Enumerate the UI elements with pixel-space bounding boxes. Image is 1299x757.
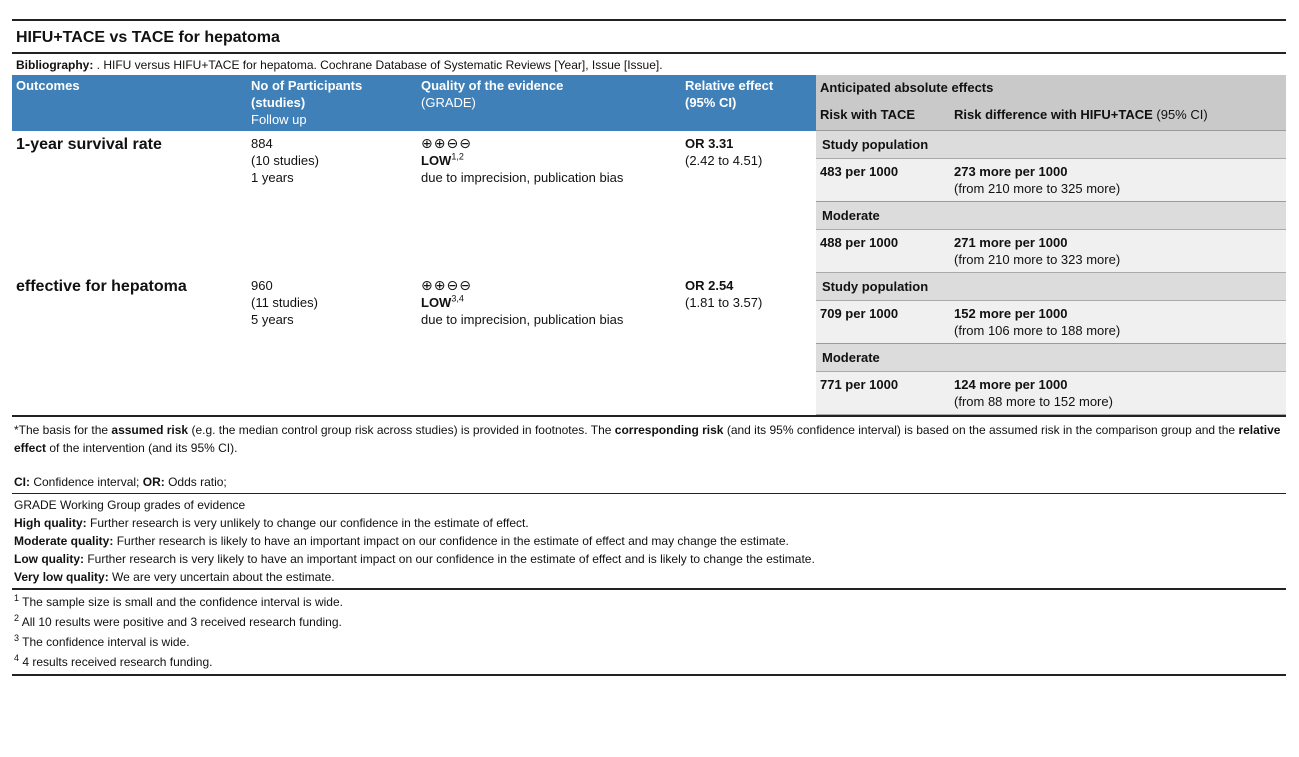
footnote-text: The confidence interval is wide. [19, 635, 190, 649]
population-group-label: Moderate [816, 202, 1286, 230]
participants-count: 960 [251, 277, 273, 293]
grade-symbols: ⊕⊕⊖⊖ [421, 134, 472, 151]
abbreviations [12, 471, 1286, 493]
relative-effect: OR 3.31 [685, 135, 734, 151]
grade-footnote-ref: 1,2 [451, 151, 464, 162]
footnotes [12, 590, 1286, 674]
header-relative-l2: (95% CI) [685, 95, 737, 110]
basis-text-1: *The basis for the [14, 423, 112, 437]
header-participants-l2: (studies) [251, 95, 306, 110]
grade-def-text: Further research is likely to have an important impact on our confidence in the estimate of effect and may change the estimate. [113, 534, 789, 548]
studies-count: (11 studies) [251, 294, 318, 310]
grade-def-text: We are very uncertain about the estimate. [108, 570, 335, 584]
header-quality-l1: Quality of the evidence [421, 78, 564, 93]
bottom-rule [12, 674, 1286, 676]
bibliography [12, 54, 1286, 75]
or-text: Odds ratio; [164, 475, 227, 489]
risk-difference-ci: (from 210 more to 323 more) [954, 252, 1121, 267]
header-participants [247, 75, 417, 131]
studies-count: (10 studies) [251, 152, 319, 168]
participants-cell [247, 131, 417, 273]
header-quality [417, 75, 681, 131]
footnote-number: 2 [14, 613, 20, 623]
grade-symbols: ⊕⊕⊖⊖ [421, 276, 472, 293]
header-quality-l2: (GRADE) [421, 95, 476, 110]
risk-difference-ci: (from 88 more to 152 more) [954, 394, 1113, 409]
findings-table [12, 75, 1286, 415]
relative-ci: (2.42 to 4.51) [685, 152, 763, 168]
grade-def-text: Further research is very unlikely to change our confidence in the estimate of effect. [86, 516, 529, 530]
grade-title: GRADE Working Group grades of evidence [14, 498, 246, 512]
header-risk-diff-label: Risk difference with HIFU+TACE [954, 107, 1153, 122]
footnote [14, 612, 1284, 632]
population-group-label: Moderate [816, 344, 1286, 372]
risk-with-control: 488 per 1000 [816, 230, 950, 273]
risk-difference: 124 more per 1000 [954, 377, 1068, 392]
risk-difference-ci: (from 106 more to 188 more) [954, 323, 1121, 338]
header-risk-with-label: Risk with TACE [820, 107, 916, 122]
basis-bold-1: assumed risk [111, 423, 189, 437]
quality-cell [417, 273, 681, 415]
header-participants-l1: No of Participants [251, 78, 363, 93]
footnote-text: 4 results received research funding. [19, 655, 213, 669]
population-group-label: Study population [816, 273, 1286, 301]
grade-def-high [14, 514, 1284, 532]
table-title: HIFU+TACE vs TACE for hepatoma [16, 29, 280, 46]
bibliography-label: Bibliography: [16, 58, 94, 72]
basis-text-2: (e.g. the median control group risk across studies) is provided in footnotes. The [188, 423, 615, 437]
risk-difference-cell [950, 230, 1286, 273]
header-relative-l1: Relative effect [685, 78, 774, 93]
risk-difference: 273 more per 1000 [954, 164, 1068, 179]
assumed-risk-note [12, 417, 1286, 459]
header-participants-l3: Follow up [251, 112, 307, 127]
header-risk-diff-ci: (95% CI) [1156, 107, 1208, 122]
basis-bold-2: corresponding risk [614, 423, 724, 437]
risk-difference-cell [950, 372, 1286, 415]
footnote [14, 632, 1284, 652]
ci-text: Confidence interval; [30, 475, 143, 489]
relative-cell [681, 131, 816, 273]
grade-def-label: Moderate quality: [14, 534, 114, 548]
grade-definitions [12, 494, 1286, 588]
footnote [14, 652, 1284, 672]
header-relative [681, 75, 816, 131]
grade-def-low [14, 550, 1284, 568]
relative-effect: OR 2.54 [685, 277, 734, 293]
risk-difference-ci: (from 210 more to 325 more) [954, 181, 1121, 196]
footnote-text: All 10 results were positive and 3 received research funding. [19, 615, 342, 629]
grade-def-label: Very low quality: [14, 570, 109, 584]
header-outcomes-label: Outcomes [16, 78, 80, 93]
relative-cell [681, 273, 816, 415]
participants-cell [247, 273, 417, 415]
risk-difference: 271 more per 1000 [954, 235, 1068, 250]
basis-text-3: (and its 95% confidence interval) is based on the assumed risk in the comparison group and the [723, 423, 1239, 437]
grade-def-label: Low quality: [14, 552, 84, 566]
basis-bold-3: relative effect [14, 423, 1281, 455]
outcome-row [12, 273, 1286, 301]
follow-up: 5 years [251, 311, 294, 327]
or-label: OR: [142, 475, 165, 489]
risk-with-control: 483 per 1000 [816, 159, 950, 202]
header-anticipated [816, 75, 1286, 100]
grade-footnote-ref: 3,4 [451, 293, 464, 304]
header-anticipated-label: Anticipated absolute effects [820, 80, 994, 95]
footnote [14, 592, 1284, 612]
participants-count: 884 [251, 135, 273, 151]
grade-def-text: Further research is very likely to have an important impact on our confidence in the estimate of effect and is likely to change the estimate. [84, 552, 815, 566]
grade-label: LOW [421, 294, 452, 310]
risk-difference-cell [950, 301, 1286, 344]
footnote-number: 4 [14, 653, 20, 663]
footnote-number: 1 [14, 593, 20, 603]
header-outcomes [12, 75, 247, 131]
grade-reason: due to imprecision, publication bias [421, 311, 624, 327]
outcome-name: 1-year survival rate [16, 135, 162, 153]
population-group-label: Study population [816, 131, 1286, 159]
risk-with-control: 771 per 1000 [816, 372, 950, 415]
grade-label: LOW [421, 152, 452, 168]
summary-of-findings-sheet [12, 19, 1286, 676]
footnote-text: The sample size is small and the confidence interval is wide. [19, 595, 343, 609]
risk-difference-cell [950, 159, 1286, 202]
outcome-name: effective for hepatoma [16, 277, 187, 295]
quality-cell [417, 131, 681, 273]
follow-up: 1 years [251, 169, 294, 185]
grade-def-very-low [14, 568, 1284, 586]
header-risk-with [816, 100, 950, 131]
outcome-row [12, 131, 1286, 159]
risk-difference: 152 more per 1000 [954, 306, 1068, 321]
grade-def-label: High quality: [14, 516, 87, 530]
grade-reason: due to imprecision, publication bias [421, 169, 624, 185]
footnote-number: 3 [14, 633, 20, 643]
risk-with-control: 709 per 1000 [816, 301, 950, 344]
header-risk-diff [950, 100, 1286, 131]
header-row [12, 75, 1286, 100]
bibliography-text: . HIFU versus HIFU+TACE for hepatoma. Cochrane Database of Systematic Reviews [Year], Issue [Issue]. [93, 58, 663, 72]
grade-def-moderate [14, 532, 1284, 550]
ci-label: CI: [14, 475, 30, 489]
relative-ci: (1.81 to 3.57) [685, 294, 763, 310]
basis-text-4: of the intervention (and its 95% CI). [46, 441, 238, 455]
